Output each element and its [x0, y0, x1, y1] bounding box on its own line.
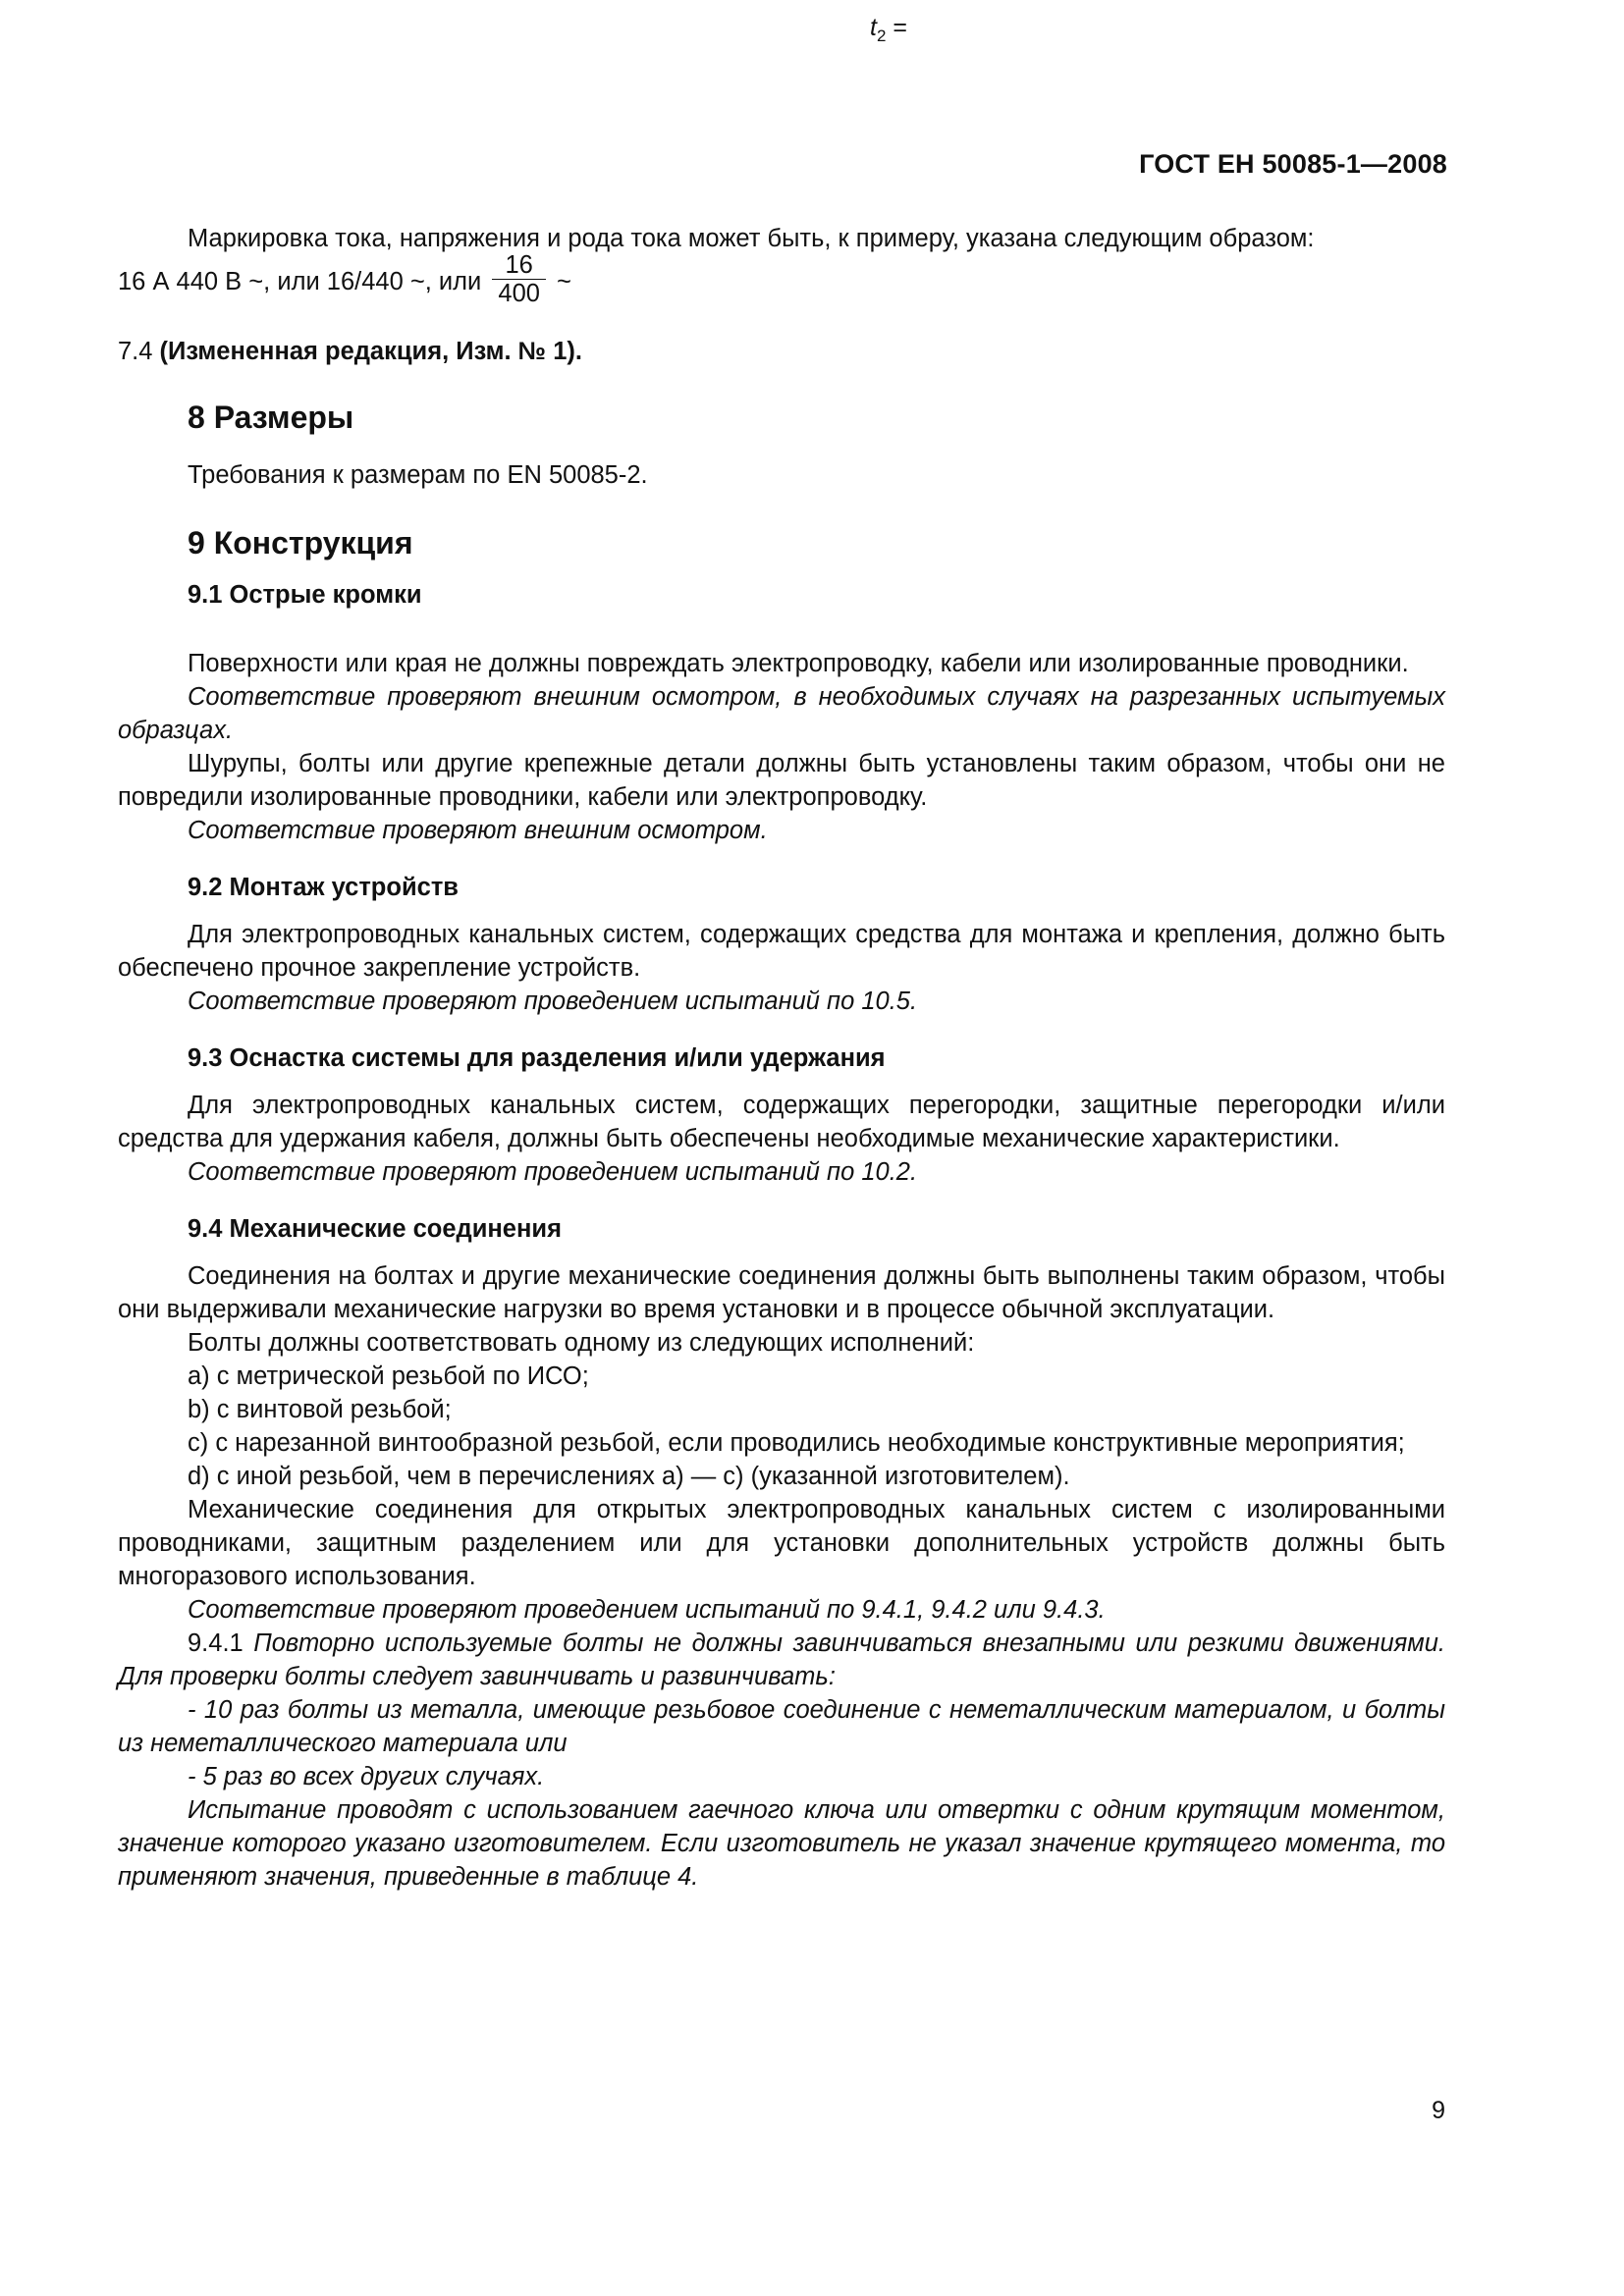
dash-item-2: - 5 раз во всех других случаях.	[188, 1763, 545, 1790]
section-9-1-p2: Соответствие проверяют внешним осмотром, в необходимых случаях на разрезанных испытуемых образцах.	[118, 683, 1445, 744]
edit-note	[118, 335, 1445, 368]
page-number: 9	[1432, 2097, 1445, 2124]
list-item-d: d) с иной резьбой, чем в перечислениях а) — с) (указанной изготовителем).	[188, 1463, 1070, 1490]
section-9-2-p1: Для электропроводных канальных систем, содержащих средства для монтажа и крепления, должно быть обеспечено прочное закрепление устройств.	[118, 921, 1445, 982]
section-9-1-p1: Поверхности или края не должны повреждать электропроводку, кабели или изолированные проводники.	[188, 650, 1409, 677]
marking-example-prefix: 16 А 440 В ~, или 16/440 ~, или	[118, 268, 482, 296]
section-9-4-p3: Механические соединения для открытых электропроводных канальных систем с изолированными проводниками, защитным разделением или для установки дополнительных устройств должны быть многоразового использования.	[118, 1496, 1445, 1590]
fraction-denominator: 400	[498, 280, 540, 307]
section-9-4-p2: Болты должны соответствовать одному из следующих исполнений:	[188, 1329, 975, 1357]
section-9-4-1-text: Повторно используемые болты не должны завинчиваться внезапными или резкими движениями. Для проверки болты следует завинчивать и развинчивать:	[118, 1629, 1446, 1690]
section-8-title: 8 Размеры	[188, 400, 354, 435]
section-9-4-p4: Соответствие проверяют проведением испытаний по 9.4.1, 9.4.2 или 9.4.3.	[188, 1596, 1106, 1624]
section-9-1-p3: Шурупы, болты или другие крепежные детали должны быть установлены таким образом, чтобы они не повредили изолированные проводники, кабели или электропроводку.	[118, 750, 1445, 811]
list-item-c: с) с нарезанной винтообразной резьбой, если проводились необходимые конструктивные мероприятия;	[188, 1429, 1405, 1457]
section-9-3-p2: Соответствие проверяют проведением испытаний по 10.2.	[188, 1158, 918, 1186]
formula-equals: =	[886, 14, 907, 41]
section-9-1-title: 9.1 Острые кромки	[188, 581, 422, 609]
section-8-text: Требования к размерам по EN 50085-2.	[188, 461, 648, 489]
edit-note-bold: (Измененная редакция, Изм. № 1).	[159, 338, 582, 365]
formula-subscript: 2	[876, 27, 887, 45]
section-9-3-p1: Для электропроводных канальных систем, содержащих перегородки, защитные перегородки и/или средства для удержания кабеля, должны быть обеспечены необходимые механические характеристики.	[118, 1092, 1445, 1152]
section-9-3-title: 9.3 Оснастка системы для разделения и/или удержания	[188, 1044, 886, 1072]
fraction	[492, 251, 546, 307]
fraction-numerator: 16	[492, 251, 546, 280]
marking-example	[118, 251, 1445, 311]
section-9-4-title: 9.4 Механические соединения	[188, 1215, 562, 1243]
section-9-2-title: 9.2 Монтаж устройств	[188, 874, 459, 901]
marking-example-suffix: ~	[557, 268, 571, 296]
section-9-title: 9 Конструкция	[188, 525, 413, 561]
section-9-4-p1: Соединения на болтах и другие механические соединения должны быть выполнены таким образом, чтобы они выдерживали механические нагрузки во время установки и в процессе обычной эксплуатации.	[118, 1262, 1445, 1323]
section-9-4-1-test: Испытание проводят с использованием гаечного ключа или отвертки с одним крутящим моментом, значение которого указано изготовителем. Если изготовитель не указал значение крутящего момента, то применяют значения, приведенные в таблице 4.	[118, 1796, 1445, 1891]
section-9-1-p4: Соответствие проверяют внешним осмотром.	[188, 817, 768, 844]
section-9-4-1-number: 9.4.1	[188, 1629, 244, 1657]
list-item-b: b) с винтовой резьбой;	[188, 1396, 452, 1423]
list-item-a: а) с метрической резьбой по ИСО;	[188, 1362, 589, 1390]
marking-paragraph: Маркировка тока, напряжения и рода тока может быть, к примеру, указана следующим образом:	[188, 225, 1315, 252]
document-code-header: ГОСТ ЕН 50085-1—2008	[1139, 149, 1447, 179]
dash-item-1: - 10 раз болты из металла, имеющие резьбовое соединение с неметаллическим материалом, и болты из неметаллического материала или	[118, 1696, 1445, 1757]
top-formula-fragment	[0, 14, 1624, 46]
edit-note-number: 7.4	[118, 338, 153, 365]
section-9-2-p2: Соответствие проверяют проведением испытаний по 10.5.	[188, 988, 918, 1015]
formula-variable: t	[870, 14, 877, 41]
section-9-4-1-paragraph	[118, 1627, 1445, 1693]
page-content	[118, 222, 1445, 1894]
